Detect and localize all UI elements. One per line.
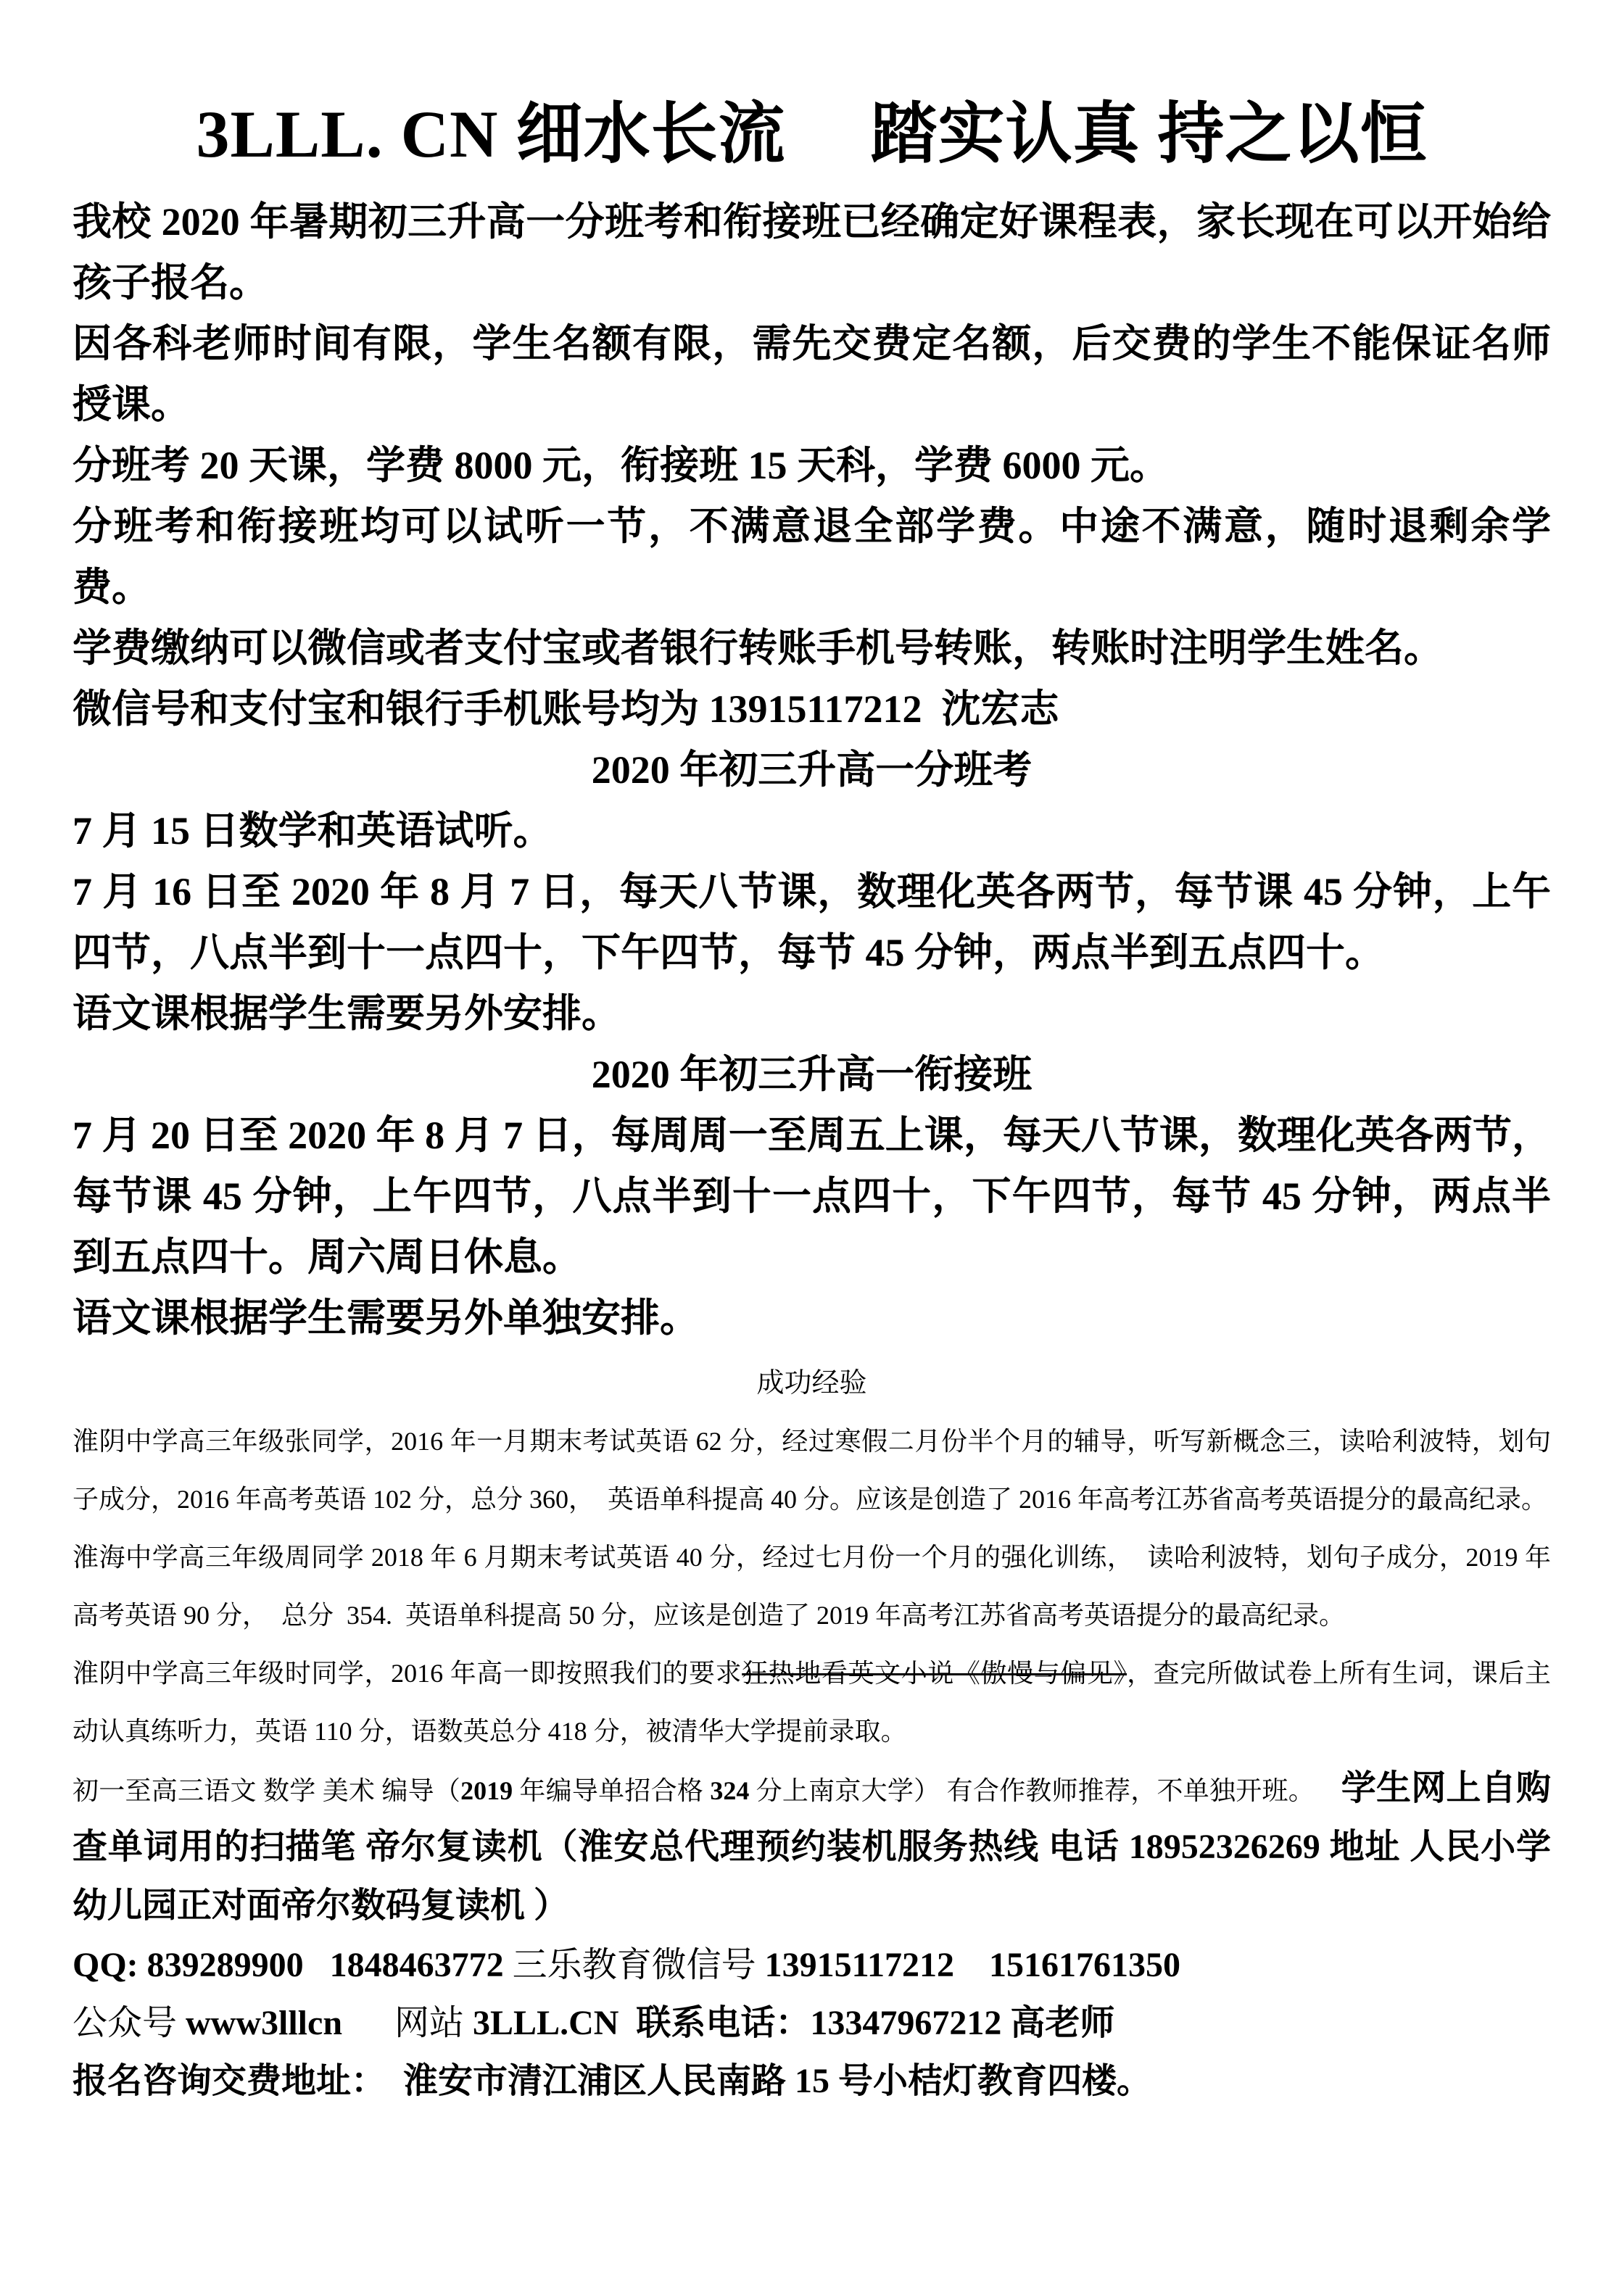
section2-paragraph-2: 语文课根据学生需要另外单独安排。 bbox=[73, 1296, 699, 1340]
courses-text: 初一至高三语文 数学 美术 编导（ bbox=[73, 1775, 461, 1805]
contact-phone: 联系电话：13347967212 高老师 bbox=[618, 2003, 1115, 2042]
section1-heading: 2020 年初三升高一分班考 bbox=[591, 747, 1033, 792]
success-story-3 bbox=[73, 1644, 1551, 1760]
section1-paragraph-1: 7 月 15 日数学和英语试听。 bbox=[73, 808, 553, 853]
courses-text-2: 年编导单招合格 bbox=[513, 1775, 711, 1805]
intro-paragraph-3: 分班考 20 天课，学费 8000 元，衔接班 15 天科，学费 6000 元。 bbox=[73, 443, 1169, 487]
intro-paragraph-6: 微信号和支付宝和银行手机账号均为 13915117212 沈宏志 bbox=[73, 687, 1059, 731]
success-story-3-text-after: ，查完所做试卷上所有生词，课后主动认真练听力，英语 110 分，语数英总分 418 分，被清华大学提前录取。 bbox=[73, 1658, 1551, 1746]
official-account-id: www3lllcn bbox=[186, 2003, 343, 2042]
courses-year-number: 2019 bbox=[460, 1775, 513, 1805]
wechat-numbers: 13915117212 15161761350 bbox=[764, 1945, 1181, 1984]
section1-paragraph-3: 语文课根据学生需要另外安排。 bbox=[73, 991, 621, 1035]
website-url: 3LLL.CN bbox=[473, 2003, 619, 2042]
intro-paragraph-1: 我校 2020 年暑期初三升高一分班考和衔接班已经确定好课程表，家长现在可以开始给孩子报名。 bbox=[73, 199, 1551, 304]
success-heading: 成功经验 bbox=[756, 1367, 867, 1398]
intro-paragraph-5: 学费缴纳可以微信或者支付宝或者银行转账手机号转账，转账时注明学生姓名。 bbox=[73, 626, 1443, 670]
contact-line-qq bbox=[73, 1936, 1551, 1994]
courses-score-number: 324 bbox=[710, 1775, 750, 1805]
section2-paragraph-1: 7 月 20 日至 2020 年 8 月 7 日，每周周一至周五上课，每天八节课，数理化英各两节，每节课 45 分钟，上午四节，八点半到十一点四十，下午四节，每节 45 分钟，两点半到五点四十。周六周日休息。 bbox=[73, 1113, 1551, 1279]
success-story-1: 淮阴中学高三年级张同学，2016 年一月期末考试英语 62 分，经过寒假二月份半个月的辅导，听写新概念三，读哈利波特，划句子成分，2016 年高考英语 102 分，总分 360， 英语单科提高 40 分。应该是创造了 2016 年高考江苏省高考英语提分的最高纪录。 bbox=[73, 1426, 1551, 1514]
official-account-label: 公众号 bbox=[73, 2003, 186, 2042]
intro-paragraph-2: 因各科老师时间有限，学生名额有限，需先交费定名额，后交费的学生不能保证名师授课。 bbox=[73, 321, 1551, 426]
section1-paragraph-2: 7 月 16 日至 2020 年 8 月 7 日，每天八节课，数理化英各两节，每节课 45 分钟，上午四节，八点半到十一点四十，下午四节，每节 45 分钟，两点半到五点四十。 bbox=[73, 869, 1551, 974]
courses-scanner-notice: 学生网上自购查单词用的扫描笔 帝尔复读机（淮安总代理预约装机服务热线 电话 18952326269 地址 人民小学幼儿园正对面帝尔数码复读机 ） bbox=[73, 1768, 1551, 1925]
courses-paragraph bbox=[73, 1760, 1551, 1936]
wechat-label: 三乐教育微信号 bbox=[503, 1945, 765, 1984]
section2-heading: 2020 年初三升高一衔接班 bbox=[591, 1052, 1033, 1096]
courses-text-3: 分上南京大学） 有合作教师推荐，不单独开班。 bbox=[749, 1775, 1341, 1805]
success-story-2: 淮海中学高三年级周同学 2018 年 6 月期末考试英语 40 分，经过七月份一个月的强化训练， 读哈利波特，划句子成分，2019 年高考英语 90 分， 总分 354. 英语单科提高 50 分，应该是创造了 2019 年高考江苏省高考英语提分的最高纪录。 bbox=[73, 1542, 1551, 1630]
contact-line-web bbox=[73, 1994, 1551, 2052]
intro-paragraph-4: 分班考和衔接班均可以试听一节，不满意退全部学费。中途不满意，随时退剩余学费。 bbox=[73, 504, 1551, 609]
success-story-3-strikethrough-text: 狂热地看英文小说《傲慢与偏见》 bbox=[742, 1658, 1127, 1688]
qq-numbers: QQ: 839289900 1848463772 bbox=[73, 1945, 504, 1984]
website-label: 网站 bbox=[342, 2003, 473, 2042]
contact-line-address: 报名咨询交费地址： 淮安市清江浦区人民南路 15 号小桔灯教育四楼。 bbox=[73, 2061, 1152, 2100]
success-story-3-text: 淮阴中学高三年级时同学，2016 年高一即按照我们的要求 bbox=[73, 1658, 742, 1688]
page-title: 3LLL. CN 细水长流 踏实认真 持之以恒 bbox=[196, 97, 1428, 171]
